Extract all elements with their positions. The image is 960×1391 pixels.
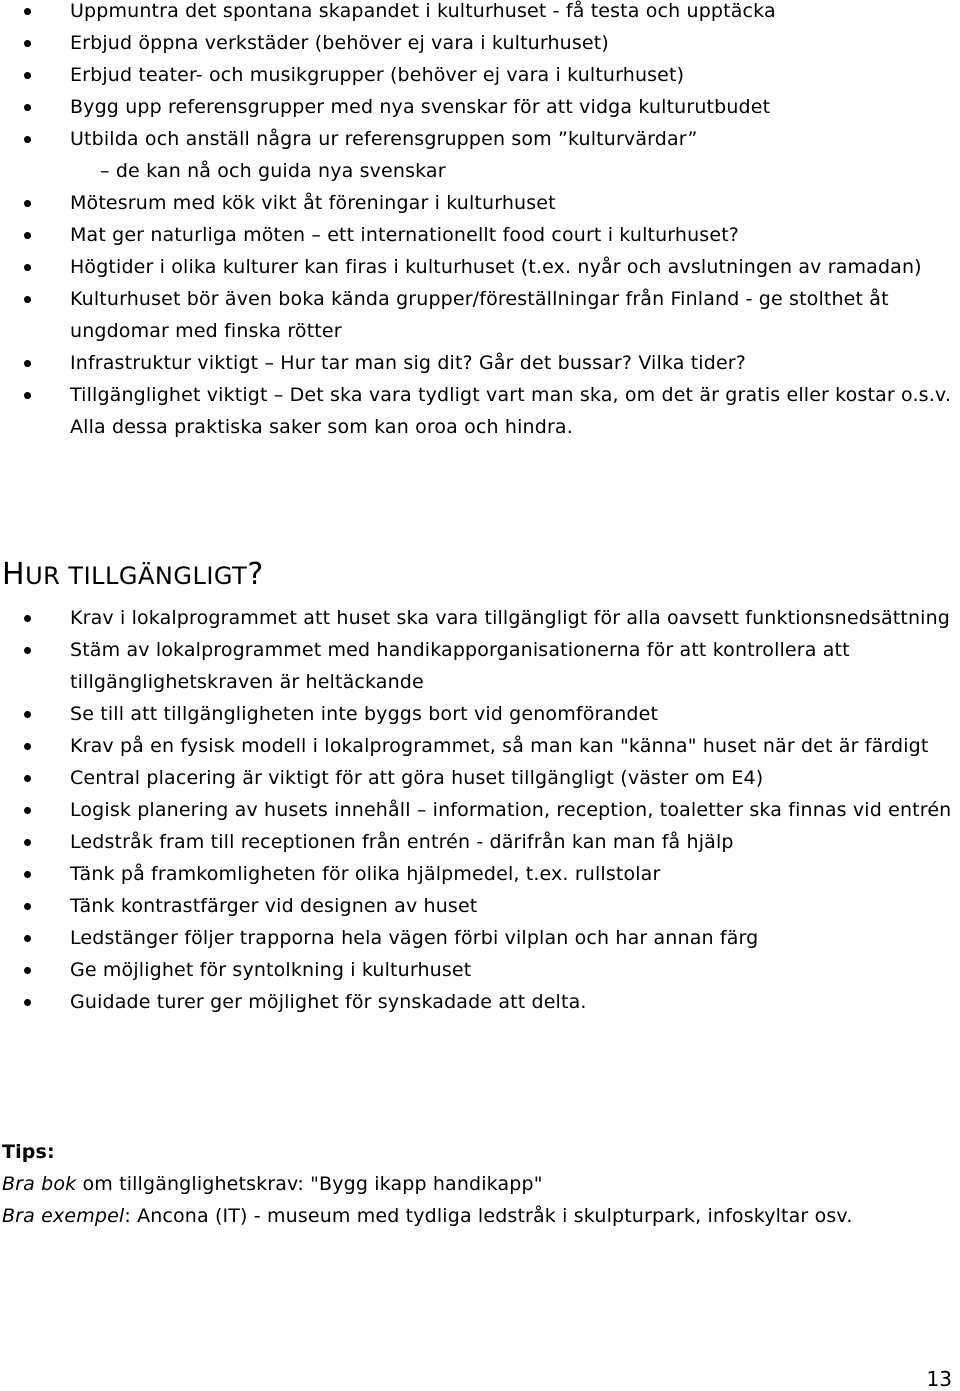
list-item-text: Ge möjlighet för syntolkning i kulturhuset <box>70 959 472 981</box>
list-item <box>0 858 960 890</box>
list-item-text: Se till att tillgängligheten inte byggs bort vid genomförandet <box>70 703 659 725</box>
bullet-icon <box>24 647 31 654</box>
bullet-icon <box>24 999 31 1006</box>
bullet-icon <box>24 200 31 207</box>
bullet-icon <box>24 264 31 271</box>
tips-book-text: om tillgänglighetskrav: "Bygg ikapp handikapp" <box>76 1173 543 1195</box>
list-item <box>0 187 960 219</box>
bullet-icon <box>24 807 31 814</box>
bullet-icon <box>24 72 31 79</box>
list-item-text: Guidade turer ger möjlighet för synskadade att delta. <box>70 991 587 1013</box>
list-item-text: Ledstråk fram till receptionen från entrén - därifrån kan man få hjälp <box>70 831 734 853</box>
list-item <box>0 826 960 858</box>
bullet-icon <box>24 40 31 47</box>
list-item-text: – de kan nå och guida nya svenskar <box>100 160 446 182</box>
list-item-text: Mötesrum med kök vikt åt föreningar i kulturhuset <box>70 192 556 214</box>
bullet-icon <box>24 775 31 782</box>
list-item-text: Erbjud teater- och musikgrupper (behöver ej vara i kulturhuset) <box>70 64 685 86</box>
accessibility-bullet-list <box>0 602 960 1018</box>
list-item <box>0 123 960 155</box>
list-item <box>0 922 960 954</box>
list-item-text: Tillgänglighet viktigt – Det ska vara tydligt vart man ska, om det är gratis eller kostar o.s.v. Alla dessa praktiska saker som kan oroa och hindra. <box>70 384 952 438</box>
list-item-text: Logisk planering av husets innehåll – information, reception, toaletter ska finnas vid entrén <box>70 799 952 821</box>
list-item-text: Högtider i olika kulturer kan firas i kulturhuset (t.ex. nyår och avslutningen av ramadan) <box>70 256 922 278</box>
list-item-text: Bygg upp referensgrupper med nya svenskar för att vidga kulturutbudet <box>70 96 771 118</box>
list-item-continuation <box>0 155 960 187</box>
tips-example-prefix: Bra exempel <box>2 1205 125 1227</box>
heading-end: ? <box>247 557 264 592</box>
bullet-icon <box>24 871 31 878</box>
list-item <box>0 91 960 123</box>
tips-label: Tips: <box>2 1141 55 1163</box>
bullet-icon <box>24 136 31 143</box>
bullet-icon <box>24 296 31 303</box>
heading-rest: UR TILLGÄNGLIGT <box>25 562 248 590</box>
list-item <box>0 283 960 347</box>
bullet-icon <box>24 104 31 111</box>
list-item <box>0 890 960 922</box>
list-item <box>0 219 960 251</box>
list-item-text: Mat ger naturliga möten – ett internationellt food court i kulturhuset? <box>70 224 740 246</box>
bullet-icon <box>24 711 31 718</box>
list-item <box>0 59 960 91</box>
activity-bullet-list <box>0 0 960 443</box>
list-item <box>0 347 960 379</box>
list-item-text: Krav i lokalprogrammet att huset ska vara tillgängligt för alla oavsett funktionsnedsättning <box>70 607 950 629</box>
tips-book-prefix: Bra bok <box>2 1173 77 1195</box>
list-item-text: Erbjud öppna verkstäder (behöver ej vara i kulturhuset) <box>70 32 609 54</box>
list-item <box>0 27 960 59</box>
tips-example-text: : Ancona (IT) - museum med tydliga ledstråk i skulpturpark, infoskyltar osv. <box>124 1205 853 1227</box>
list-item-text: Krav på en fysisk modell i lokalprogrammet, så man kan "känna" huset när det är färdigt <box>70 735 929 757</box>
bullet-icon <box>24 743 31 750</box>
section-heading <box>2 555 264 596</box>
list-item <box>0 986 960 1018</box>
heading-initial: H <box>2 557 26 592</box>
bullet-icon <box>24 360 31 367</box>
list-item <box>0 698 960 730</box>
bullet-icon <box>24 392 31 399</box>
tips-example-line <box>2 1200 853 1232</box>
bullet-icon <box>24 967 31 974</box>
tips-book-line <box>2 1168 543 1200</box>
list-item-text: Tänk kontrastfärger vid designen av huset <box>70 895 478 917</box>
list-item-text: Infrastruktur viktigt – Hur tar man sig dit? Går det bussar? Vilka tider? <box>70 352 746 374</box>
list-item <box>0 602 960 634</box>
page-number: 13 <box>926 1367 952 1391</box>
list-item-text: Kulturhuset bör även boka kända grupper/föreställningar från Finland - ge stolthet åt ungdomar med finska rötter <box>70 288 889 342</box>
bullet-icon <box>24 232 31 239</box>
list-item-text: Ledstänger följer trapporna hela vägen förbi vilplan och har annan färg <box>70 927 759 949</box>
list-item-text: Uppmuntra det spontana skapandet i kulturhuset - få testa och upptäcka <box>70 0 776 22</box>
bullet-icon <box>24 839 31 846</box>
bullet-icon <box>24 8 31 15</box>
list-item-text: Central placering är viktigt för att göra huset tillgängligt (väster om E4) <box>70 767 764 789</box>
list-item-text: Stäm av lokalprogrammet med handikapporganisationerna för att kontrollera att tillgänglighetskraven är heltäckande <box>70 639 850 693</box>
list-item <box>0 794 960 826</box>
list-item <box>0 251 960 283</box>
list-item-text: Tänk på framkomligheten för olika hjälpmedel, t.ex. rullstolar <box>70 863 661 885</box>
list-item-text: Utbilda och anställ några ur referensgruppen som ”kulturvärdar” <box>70 128 698 150</box>
list-item <box>0 379 960 443</box>
list-item <box>0 954 960 986</box>
list-item <box>0 730 960 762</box>
list-item <box>0 762 960 794</box>
list-item <box>0 0 960 27</box>
bullet-icon <box>24 935 31 942</box>
bullet-icon <box>24 615 31 622</box>
bullet-icon <box>24 903 31 910</box>
list-item <box>0 634 960 698</box>
